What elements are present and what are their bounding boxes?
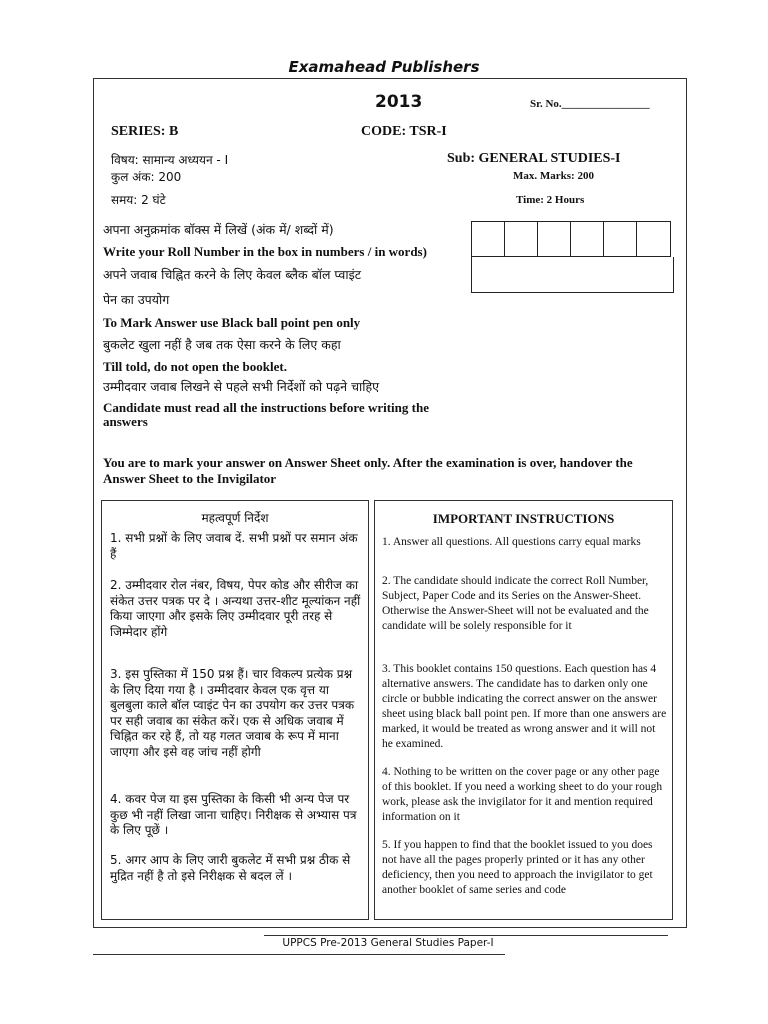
read-instruction-english-line1: Candidate must read all the instructions before writing the — [103, 400, 429, 415]
english-instruction-item: 2. The candidate should indicate the correct Roll Number, Subject, Paper Code and its Series on the Answer-Sheet. Otherwise the Answer-Sheet will not be evaluated and the candidate will be solely responsible for it — [382, 575, 649, 632]
footer-rule-bottom — [93, 954, 505, 955]
hindi-instruction-item: 5. अगर आप के लिए जारी बुकलेट में सभी प्रश्न ठीक से मुद्रित नहीं है तो इसे निरीक्षक से बदल लें । — [110, 853, 351, 883]
subject-english: Sub: GENERAL STUDIES-I — [447, 151, 621, 166]
roll-digit-cell[interactable] — [472, 222, 505, 256]
roll-instruction-hindi: अपना अनुक्रमांक बॉक्स में लिखें (अंक में/ शब्दों में) — [103, 222, 334, 237]
roll-number-boxes[interactable] — [471, 221, 671, 257]
max-marks-hindi: कुल अंक: 200 — [111, 170, 182, 184]
booklet-instruction-english: Till told, do not open the booklet. — [103, 359, 287, 374]
english-instruction-item: 4. Nothing to be written on the cover page or any other page of this booklet. If you need a working sheet to do your rough work, please ask the invigilator for it and mention required information on it — [382, 766, 663, 823]
pen-instruction-hindi-line1: अपने जवाब चिह्नित करने के लिए केवल ब्लैक बॉल प्वाइंट — [103, 267, 362, 282]
time-hindi: समय: 2 घंटे — [111, 193, 166, 207]
roll-digit-cell[interactable] — [571, 222, 604, 256]
read-instruction-hindi: उम्मीदवार जवाब लिखने से पहले सभी निर्देशों को पढ़ने चाहिए — [103, 379, 380, 394]
hindi-instruction-item: 4. कवर पेज या इस पुस्तिका के किसी भी अन्य पेज पर कुछ भी नहीं लिखा जाना चाहिए। निरीक्षक से अभ्यास पत्र के लिए पूछें । — [110, 792, 357, 837]
booklet-instruction-hindi: बुकलेट खुला नहीं है जब तक ऐसा करने के लिए कहा — [103, 337, 341, 352]
hindi-instruction-item: 3. इस पुस्तिका में 150 प्रश्न हैं। चार विकल्प प्रत्येक प्रश्न के लिए दिया गया है । उम्मीदवार केवल एक वृत्त या बुलबुला काले बॉल प्वाइंट पेन का उपयोग कर उत्तर पत्रक पर सही जवाब का संकेत करें। एक से अधिक जवाब में चिह्नित कर रहे हैं, तो यह गलत जवाब के रूप में माना जाएगा और इसे वह जांच नहीं होगी — [110, 667, 355, 759]
hindi-instruction-item: 1. सभी प्रश्नों के लिए जवाब दें. सभी प्रश्नों पर समान अंक हैं — [110, 531, 358, 561]
roll-digit-cell[interactable] — [637, 222, 670, 256]
subject-hindi: विषय: सामान्य अध्ययन - I — [111, 153, 229, 167]
exam-year: 2013 — [375, 92, 423, 112]
time-english: Time: 2 Hours — [516, 194, 585, 206]
hindi-instructions-title: महत्वपूर्ण निर्देश — [201, 511, 269, 525]
read-instruction-english-line2: answers — [103, 414, 148, 429]
roll-digit-cell[interactable] — [604, 222, 637, 256]
serial-number-field: Sr. No.________________ — [530, 98, 650, 110]
english-instructions-title: IMPORTANT INSTRUCTIONS — [432, 511, 615, 526]
pen-instruction-english: To Mark Answer use Black ball point pen only — [103, 315, 361, 330]
english-instruction-item: 1. Answer all questions. All questions carry equal marks — [382, 536, 641, 548]
roll-instruction-english: Write your Roll Number in the box in numbers / in words) — [103, 244, 427, 259]
footer-rule-top — [264, 935, 668, 936]
max-marks-english: Max. Marks: 200 — [513, 170, 594, 182]
publisher-title: Examahead Publishers — [288, 58, 480, 76]
english-instruction-item: 5. If you happen to find that the booklet issued to you does not have all the pages properly printed or it has any other deficiency, then you need to approach the invigilator to get another booklet of same series and code — [382, 839, 653, 896]
footer-paper-title: UPPCS Pre-2013 General Studies Paper-I — [282, 937, 494, 949]
roll-digit-cell[interactable] — [538, 222, 571, 256]
english-instruction-item: 3. This booklet contains 150 questions. Each question has 4 alternative answers. The candidate has to darken only one circle or bubble indicating the correct answer on the answer sheet using black ball point pen. If more than one answers are marked, it would be treated as wrong answer and it will not he examined. — [382, 663, 667, 750]
answer-sheet-notice: You are to mark your answer on Answer Sheet only. After the examination is over, handover the Answer Sheet to the Invigilator — [103, 455, 633, 486]
code-label: CODE: TSR-I — [361, 124, 447, 139]
roll-digit-cell[interactable] — [505, 222, 538, 256]
roll-number-words-box[interactable] — [471, 257, 674, 293]
pen-instruction-hindi-line2: पेन का उपयोग — [103, 292, 170, 307]
series-label: SERIES: B — [111, 124, 179, 139]
hindi-instruction-item: 2. उम्मीदवार रोल नंबर, विषय, पेपर कोड और सीरीज का संकेत उत्तर पत्रक पर दे । अन्यथा उत्तर-शीट मूल्यांकन नहीं किया जाएगा और इसके लिए उम्मीदवार पूरी तरह से जिम्मेदार होंगे — [110, 578, 361, 639]
